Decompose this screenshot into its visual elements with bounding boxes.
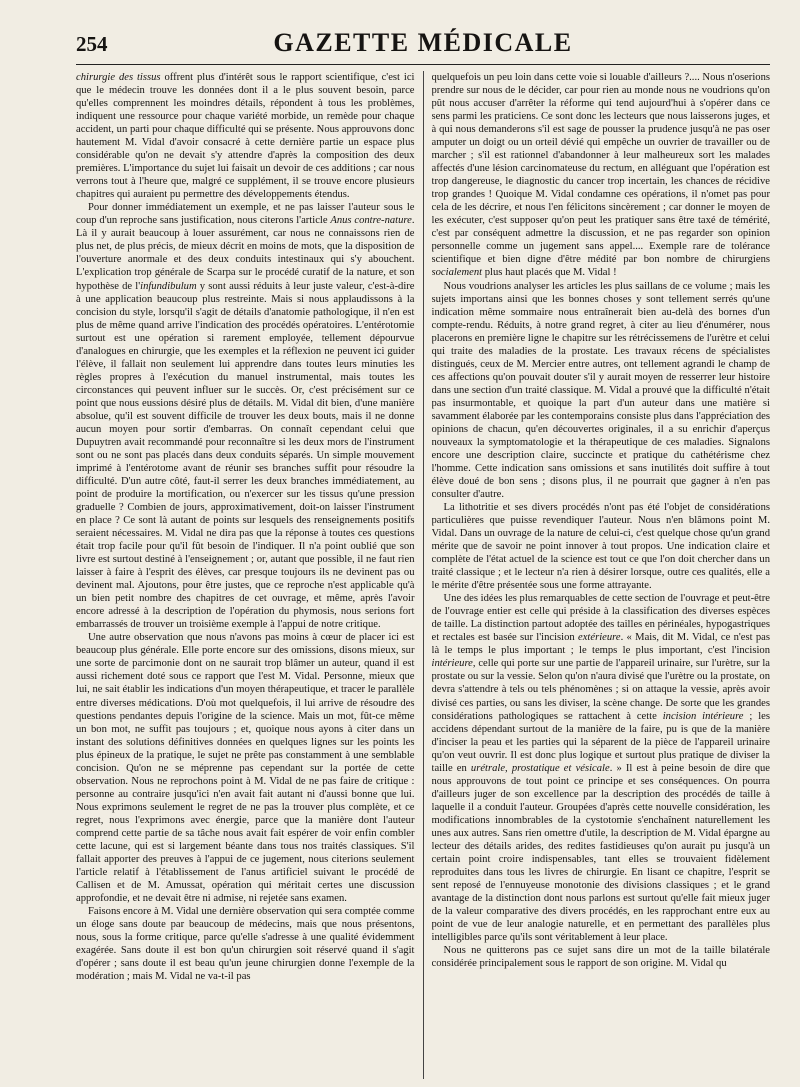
paragraph: Nous voudrions analyser les articles les plus saillans de ce volume ; mais les sujets importans ainsi que les bonnes choses y sont tellement serrés qu'une indication même sommaire nous entraînerait bien au-delà des bornes d'un compte-rendu. Réduits, à notre grand regret, à citer au lieu d'énumérer, nous placerons en première ligne le chapitre sur les rétrécissemens de l'urètre et celui qui traite des maladies de la prostate. Les travaux récens de spécialistes distingués, ceux de M. Mercier entre autres, ont tellement agrandi le champ de ces affections qu'on pouvait douter s'il y aurait moyen de resserrer leur histoire dans une section d'un traité classique. M. Vidal a prouvé que la difficulté n'était pas insurmontable, et quoique la part d'un auteur dans une matière si savamment élaborée par les contemporains consiste plus dans l'appréciation des opinions de chacun, qu'en découvertes originales, il a su enrichir d'aperçus nouveaux la symptomatologie et la thérapeutique de ces maladies. Signalons encore une description claire, succincte et pratique du cathétérisme chez l'homme. Cette indication sans omissions et sans inutilités doit suffire à tout élève doué de bon sens ; disons plus, il ne pourrait que gagner à n'en pas consulter d'autre. bbox=[431, 280, 770, 500]
paragraph: Nous ne quitterons pas ce sujet sans dire un mot de la taille bilatérale considérée principalement sous le rapport de son origine. M. Vidal qu bbox=[431, 945, 770, 970]
paragraph: quelquefois un peu loin dans cette voie si louable d'ailleurs ?.... Nous n'oserions prendre sur nous de le décider, car pour rien au monde nous ne voudrions qu'on pût nous accuser d'arrêter la réforme qui tend aujourd'hui à s'opérer dans ce sens parmi les praticiens. Ce sont donc les lecteurs que nous laisserons juges, et à qui nous demanderons s'il est sage de pousser la prudence jusqu'à ne pas oser amputer un doigt ou un orteil dévié qui empêche un ouvrier de travailler ou de marcher ; s'il est rationnel d'abandonner à leur malheureux sort les malades affectés d'une lésion carcinomateuse du rectum, en alléguant que l'opération est trop dangereuse, le diagnostic du cancer trop incertain, les chances de récidive trop grandes ! Quoique M. Vidal condamne ces opérations, il n'omet pas pour cela de les décrire, et nous l'en félicitons sincèrement ; car donner le moyen de les exécuter, c'est supposer qu'on peut les pratiquer sans être taxé de témérité, c'est par conséquent admettre la discussion, et ne pas regarder son opinion personnelle comme un jugement sans appel.... Exemple rare de tolérance scientifique et bien digne d'être médité par bon nombre de chirurgiens socialement plus haut placés que M. Vidal ! bbox=[431, 72, 770, 279]
column-divider bbox=[423, 71, 424, 1079]
page-number: 254 bbox=[76, 32, 108, 56]
paragraph: Une des idées les plus remarquables de cette section de l'ouvrage et peut-être de l'ouvrage entier est celle qui préside à la classification des diverses espèces de taille. La distinction partout adoptée des tailles en périnéales, hypogastriques et rectales est basée sur l'incision extérieure. « Mais, dit M. Vidal, ce n'est pas là le temps le plus important ; le temps le plus important, c'est l'incision intérieure, celle qui porte sur une partie de l'appareil urinaire, sur l'urètre, sur la prostate ou sur la vessie. Selon qu'on n'aura divisé que l'urètre ou la prostate, on devra s'attendre à tels ou tels phénomènes ; si on attaque la vessie, après avoir divisé ces parties, ou sans les diviser, la scène change. De sorte que les grandes considérations pathologiques se rattachent à cette incision intérieure ; les accidens dépendant surtout de la manière de la faire, pu is que de la manière d'inciser la peau et les parties qui la séparent de la pièce de l'appareil urinaire qu'on veut ouvrir. Il est donc plus logique et surtout plus pratique de diviser la taille en urétrale, prostatique et vésicale. » Il est à peine besoin de dire que nous approuvons de tout point ce principe et ses conséquences. On pourra d'ailleurs juger de son excellence par la description des procédés de taille à laquelle il a conduit l'auteur. Groupées d'après cette nouvelle considération, les modifications innombrables de la cystotomie s'enchaînent naturellement les unes aux autres. Sans rien omettre d'utile, la description de M. Vidal épargne au lecteur des détails arides, des redites fastidieuses qu'on aurait pu jusqu'à un certain point croire indispensables, tant elles se trouvaient fidèlement reproduites dans tous les livres de chirurgie. En lisant ce chapitre, l'esprit se sent reposé de l'ennuyeuse monotonie des divisions classiques ; et le grand avantage de la distinction dont nous parlons est surtout qu'elle fait mieux juger de la valeur comparative des divers procédés, en les rapprochant entre eux au point de vue de leur analogie naturelle, et en permettant des parallèles plus intelligibles parce qu'ils sont véritablement à leur place. bbox=[431, 593, 770, 944]
paragraph: Pour donner immédiatement un exemple, et ne pas laisser l'auteur sous le coup d'un reproche sans justification, nous citerons l'article Anus contre-nature. Là il y aurait beaucoup à louer assurément, car nous ne connaissons rien de plus net, de plus précis, de mieux décrit en moins de mots, que la disposition de l'ouverture anormale et des deux conduits intestinaux qui s'y abouchent. L'explication trop générale de Scarpa sur le procédé curatif de la nature, et son hypothèse de l'infundibulum y sont aussi réduits à leur juste valeur, c'est-à-dire à une application beaucoup plus restreinte. Mais si nous applaudissons à la concision du style, lorsqu'il s'agit de détails d'anatomie pathologique, il n'en est plus de même quand arrive l'indication des procédés opératoires. L'entérotomie surtout est une opération si rarement employée, tellement dépourvue d'analogues en chirurgie, que les exemples et la réflexion ne peuvent ici guider l'élève, il fallait non seulement lui apprendre dans toutes leurs minuties les règles propres à l'exécution du manuel instrumental, mais toutes les circonstances qui peuvent influer sur le succès. Or, c'est précisément sur ce point que nous eussions désiré plus de détails. M. Vidal dit bien, d'une manière absolue, qu'il est souvent difficile de trouver les deux bouts, mais il ne donne aucun moyen pour sortir d'embarras. On connaît cependant celui que Dupuytren avait recommandé pour reconnaître si les deux mors de l'instrument sont ou ne sont pas placés dans deux conduits séparés. Un simple mouvement imprimé à l'entérotome avant de réunir ses branches suffit pour résoudre la difficulté. D'un autre côté, faut-il serrer les deux branches immédiatement, au point de produire la mortification, ou n'exercer sur les tissus qu'une pression graduelle ? Combien de jours, approximativement, doit-on laisser l'instrument en place ? Ce sont là autant de points sur lesquels des renseignements positifs seraient nécessaires. M. Vidal ne dira pas que la réponse à toutes ces questions était trop facile pour qu'il fût besoin de l'indiquer. Il n'a point oublié que son livre est surtout destiné à l'enseignement ; or, autant que possible, il ne faut rien laisser à faire à l'esprit des élèves, car presque toujours ils ne devinent pas ou devinent mal. Ajoutons, pour être justes, que ce reproche n'est applicable qu'à un bien petit nombre des chapitres de cet ouvrage, et même, après l'avoir encore adressé à la description de l'opération du phymosis, nous serions fort embarrassés de trouver un troisième exemple à l'appui de notre critique. bbox=[76, 202, 415, 631]
journal-title: GAZETTE MÉDICALE bbox=[273, 28, 573, 57]
paragraph: La lithotritie et ses divers procédés n'ont pas été l'objet de considérations particulières que puisse revendiquer l'auteur. Nous n'en blâmons point M. Vidal. Dans un ouvrage de la nature de celui-ci, c'est quelque chose qu'un grand mérite que de savoir ne point innover à tout propos. Une indication claire et complète de l'état actuel de la science est tout ce que l'on doit chercher dans un traité classique ; et le lecteur n'a rien à désirer lorsque, outre ces qualités, elle a le mérite d'être présentée sous une forme attrayante. bbox=[431, 502, 770, 592]
paragraph: Faisons encore à M. Vidal une dernière observation qui sera comptée comme un éloge sans doute par beaucoup de médecins, mais que nous présentons, nous, sous la forme critique, parce qu'elle s'adresse à une qualité évidemment exagérée. Sans doute il est bon qu'un chirurgien soit réservé quand il s'agit d'opérer ; sans doute il est beau qu'un jeune chirurgien donne l'exemple de la modération ; mais M. Vidal ne va-t-il pas bbox=[76, 906, 415, 983]
text-columns bbox=[76, 71, 770, 1079]
paragraph: chirurgie des tissus offrent plus d'intérêt sous le rapport scientifique, c'est ici que le médecin trouve les données dont il a le plus souvent besoin, parce qu'elles comprennent les moindres détails, répondent à tous les problèmes, indiquent une ressource pour chaque variété morbide, un remède pour chaque accident, un parti pour chaque difficulté qui se présente. Nous approuvons donc hautement M. Vidal d'avoir consacré à cette dernière partie un espace plus considérable qu'on ne devait s'y attendre d'après la composition des deux premières. L'importance du sujet lui faisait un devoir de ces additions ; car nous verrons tout à l'heure que, malgré ce supplément, il se trouve encore plusieurs chapitres qui auraient pu permettre des développements étendus. bbox=[76, 72, 415, 201]
paragraph: Une autre observation que nous n'avons pas moins à cœur de placer ici est beaucoup plus générale. Elle porte encore sur des omissions, disons mieux, sur une sorte de parcimonie dont on ne saurait trop blâmer un auteur, quand il est aussi richement doté sous ce rapport que l'est M. Vidal. Personne, mieux que lui, ne sait établir les indications d'un moyen thérapeutique, et tracer le parallèle entre diverses médications. D'où mot quelquefois, il lui arrive de résoudre des questions pendantes depuis l'origine de la science. Mais un mot, fût-ce même un bon mot, ne suffit pas toujours ; et, quoique nous ayons à citer dans un instant des solutions définitives données en quelques lignes sur les points les plus épineux de la pratique, le sujet ne prête pas constamment à une semblable concision. Qu'on ne se méprenne pas cependant sur la portée de cette observation. Nous ne reprochons point à M. Vidal de ne pas faire de critique : personne au contraire jusqu'ici n'en avait fait autant ni d'aussi bonne que lui. Nous exprimons seulement le regret de ne pas la trouver plus complète, et ce regret, nous l'exprimons avec énergie, parce que la manière dont l'auteur comprend cette partie de sa tâche nous avait fait espérer de voir enfin combler cette lacune, qui est si largement béante dans tous nos traités classiques. S'il fallait apporter des preuves à l'appui de ce jugement, nous citerions seulement l'article relatif à l'établissement de l'anus artificiel suivant le procédé de Callisen et de M. Amussat, opération qui méritait certes une discussion approfondie, et ne devait être ni admise, ni rejetée sans examen. bbox=[76, 632, 415, 904]
page-header bbox=[76, 24, 770, 65]
left-column bbox=[76, 71, 415, 1079]
right-column bbox=[432, 71, 771, 1079]
